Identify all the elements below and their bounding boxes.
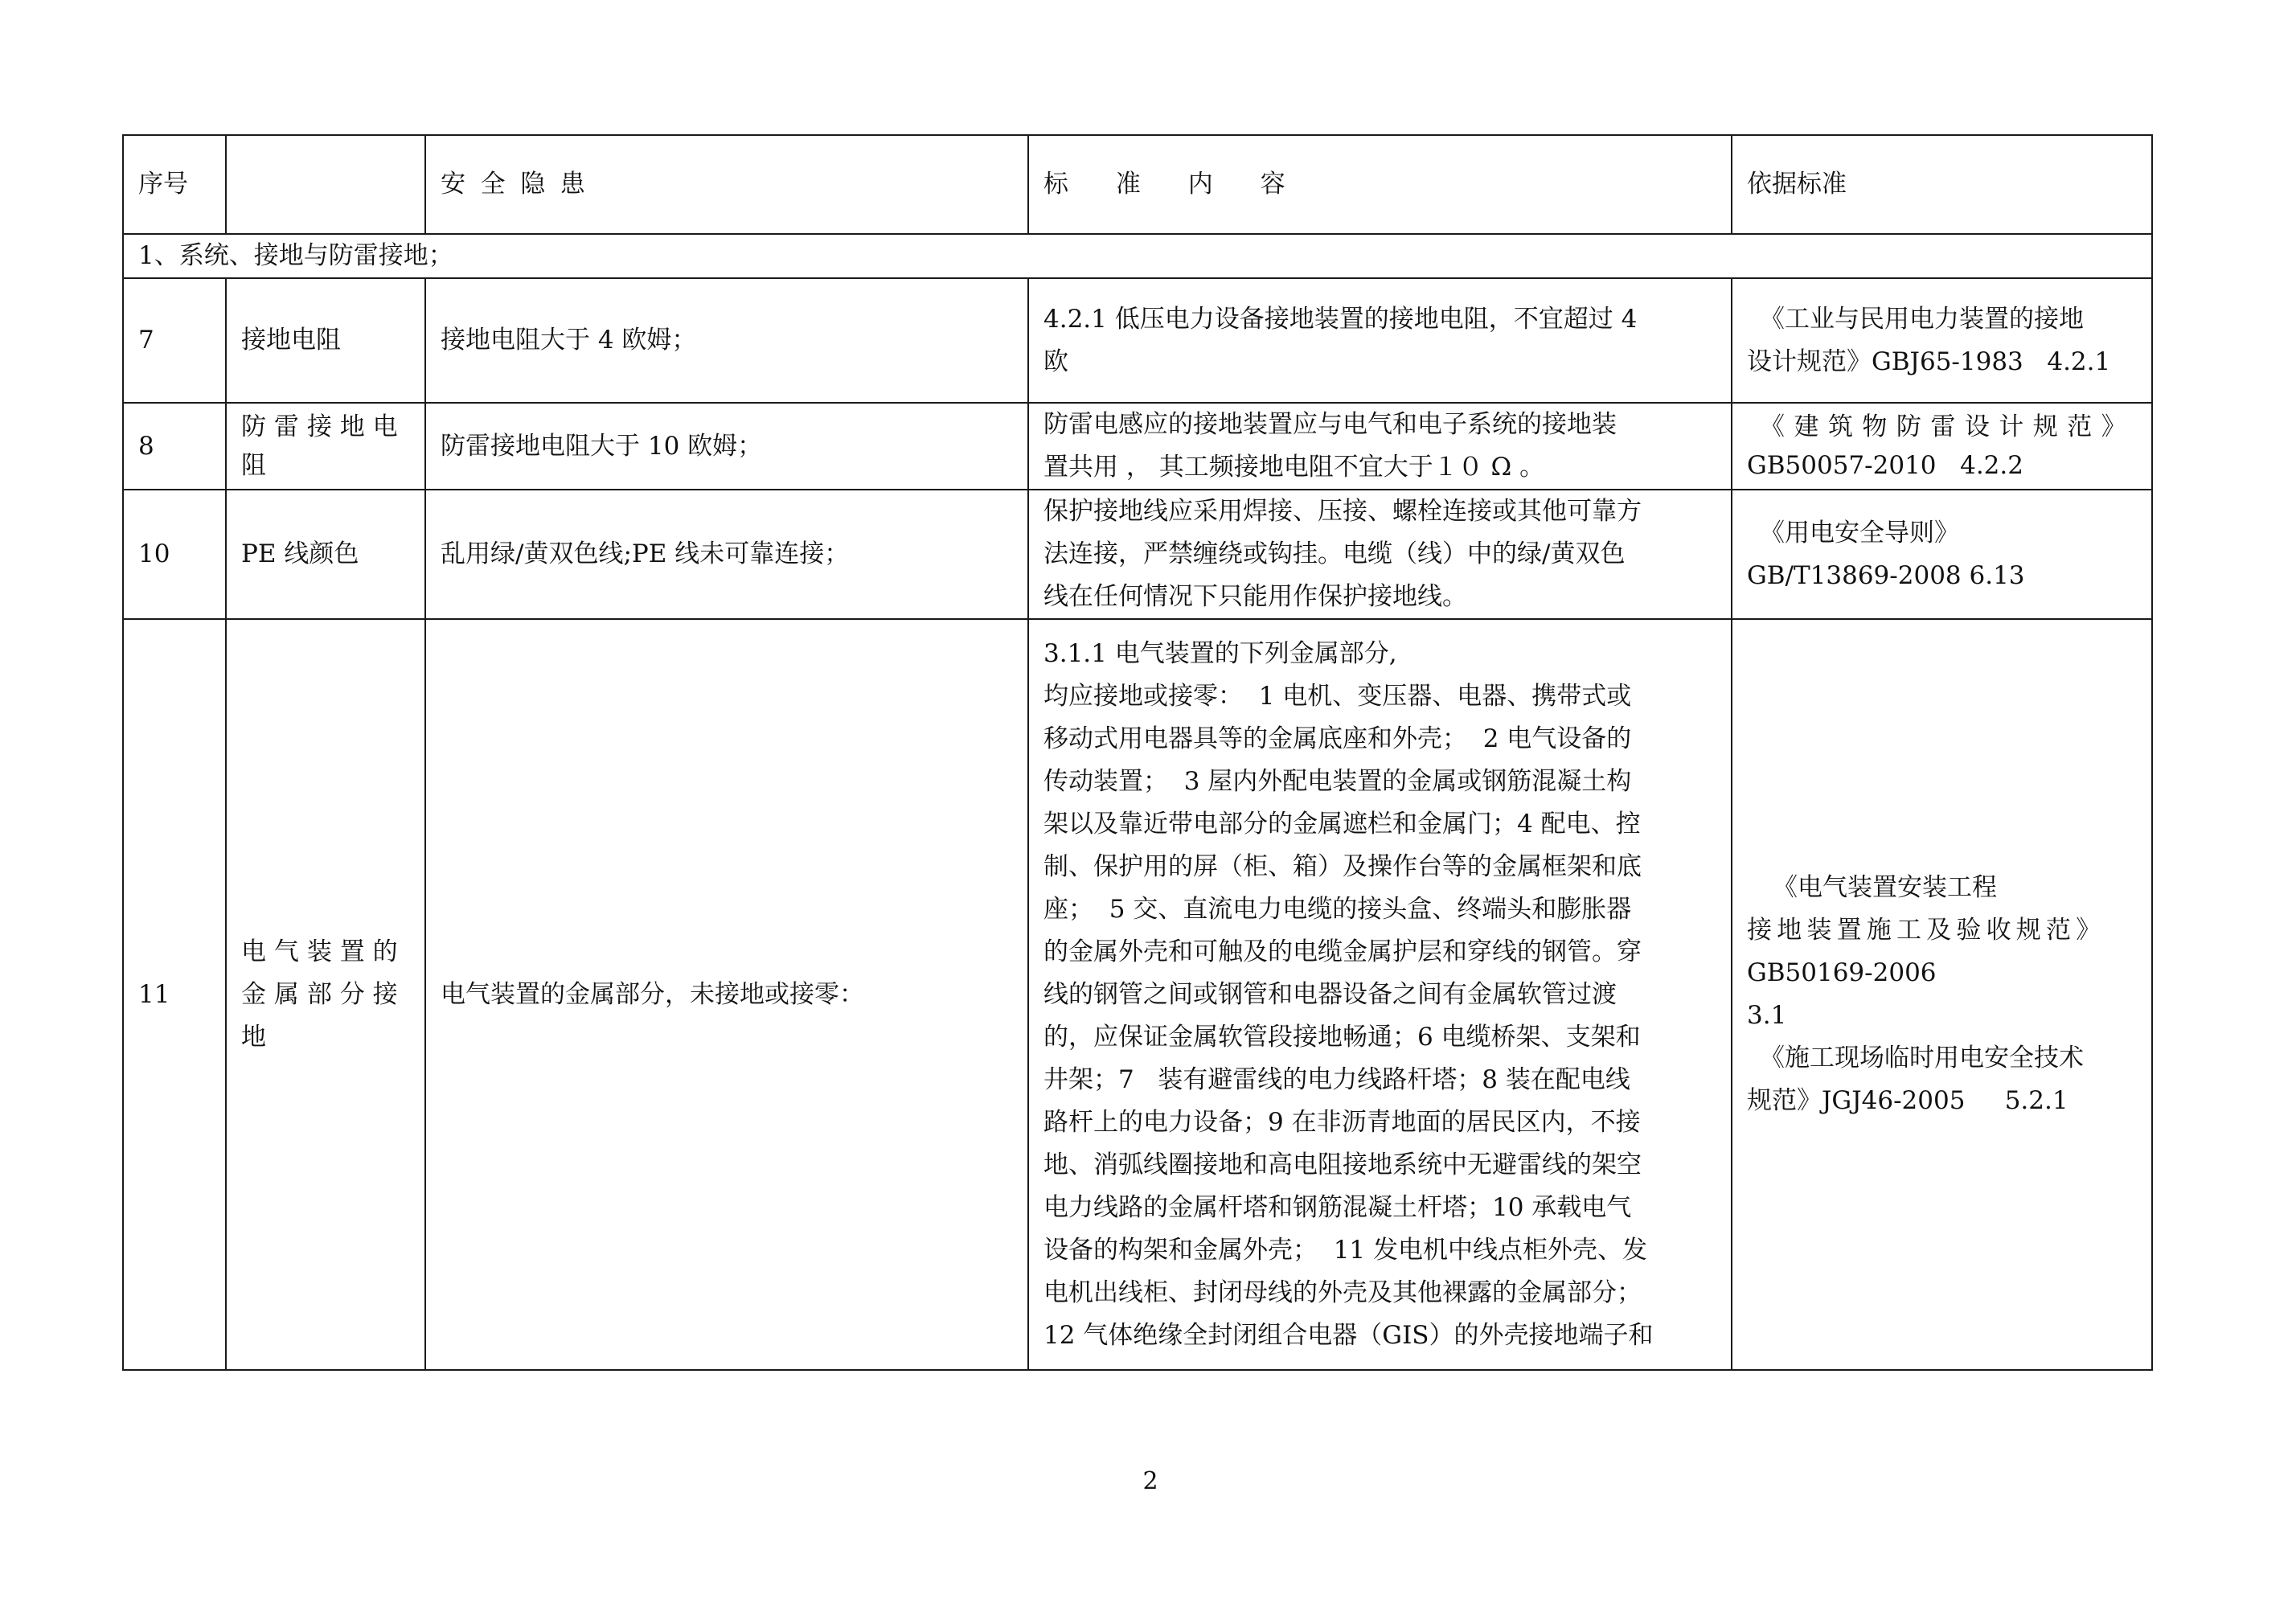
- row-hazard: 接地电阻大于 4 欧姆；: [425, 278, 1028, 403]
- reference-line: 规范》JGJ46-2005 5.2.1: [1747, 1086, 2068, 1115]
- standard-content-line: 防雷电感应的接地装置应与电气和电子系统的接地装: [1043, 410, 1617, 439]
- standard-content-line: 制、保护用的屏（柜、箱）及操作台等的金属框架和底: [1043, 851, 1642, 881]
- item-line: 阻: [241, 451, 266, 480]
- page-number: 2: [1142, 1467, 1158, 1495]
- header-safety-hazard: 安全隐患: [425, 135, 1028, 234]
- item-line: 地: [241, 1022, 266, 1052]
- standard-content-line: 井架；7 装有避雷线的电力线路杆塔；8 装在配电线: [1043, 1064, 1630, 1094]
- row-item: 接地电阻: [226, 278, 425, 403]
- safety-hazard-standards-table: [122, 134, 2153, 1371]
- table-header-row: [123, 135, 2152, 234]
- reference-line: GB50169-2006: [1747, 958, 1937, 987]
- standard-content-line: 3.1.1 电气装置的下列金属部分,: [1043, 638, 1397, 668]
- standard-content-line: 地、消弧线圈接地和高电阻接地系统中无避雷线的架空: [1043, 1150, 1642, 1179]
- table-row: [123, 403, 2152, 490]
- row-reference: [1732, 278, 2152, 403]
- standard-content-line: 架以及靠近带电部分的金属遮栏和金属门；4 配电、控: [1043, 809, 1641, 839]
- standard-content-line: 线的钢管之间或钢管和电器设备之间有金属软管过渡: [1043, 979, 1617, 1009]
- row-reference: [1732, 403, 2152, 490]
- item-line: 电气装置的: [241, 937, 406, 966]
- row-hazard: 电气装置的金属部分，未接地或接零：: [425, 619, 1028, 1370]
- row-hazard: 防雷接地电阻大于 10 欧姆；: [425, 403, 1028, 490]
- standard-content-line: 移动式用电器具等的金属底座和外壳； 2 电气设备的: [1043, 724, 1632, 753]
- item-line: 防雷接地电: [241, 412, 406, 441]
- header-serial-number: 序号: [123, 135, 226, 234]
- section-title: 1、系统、接地与防雷接地；: [123, 234, 2152, 278]
- reference-line: 《工业与民用电力装置的接地: [1760, 304, 2084, 334]
- standard-content-line: 路杆上的电力设备；9 在非沥青地面的居民区内，不接: [1043, 1107, 1641, 1137]
- standard-content-line: 电力线路的金属杆塔和钢筋混凝土杆塔；10 承载电气: [1043, 1192, 1632, 1222]
- reference-line: 《施工现场临时用电安全技术: [1760, 1044, 2084, 1072]
- row-serial-number: 11: [123, 619, 226, 1370]
- standard-content-line: 的金属外壳和可触及的电缆金属护层和穿线的钢管。穿: [1043, 937, 1642, 966]
- reference-line: GB/T13869-2008 6.13: [1747, 560, 2025, 590]
- reference-line: 接地装置施工及验收规范》: [1747, 916, 2106, 945]
- standard-content-line: 座； 5 交、直流电力电缆的接头盒、终端头和膨胀器: [1043, 894, 1632, 924]
- reference-line: 设计规范》GBJ65-1983 4.2.1: [1747, 347, 2111, 376]
- item-line: 金属部分接: [241, 979, 406, 1009]
- reference-line: 《用电安全导则》: [1760, 518, 1959, 547]
- standard-content-line: 电机出线柜、封闭母线的外壳及其他裸露的金属部分；: [1043, 1277, 1642, 1307]
- standard-content-line: 欧: [1043, 347, 1068, 376]
- reference-line: GB50057-2010 4.2.2: [1747, 451, 2023, 480]
- table-row: [123, 490, 2152, 619]
- reference-line: 《建筑物防雷设计规范》: [1760, 412, 2136, 441]
- row-reference: [1732, 490, 2152, 619]
- table-row: [123, 619, 2152, 1370]
- row-item: [226, 403, 425, 490]
- header-standard-content: 标准内容: [1028, 135, 1732, 234]
- row-serial-number: 10: [123, 490, 226, 619]
- row-serial-number: 7: [123, 278, 226, 403]
- standard-content-line: 保护接地线应采用焊接、压接、螺栓连接或其他可靠方: [1043, 497, 1642, 526]
- header-item: [226, 135, 425, 234]
- row-standard-content: [1028, 278, 1732, 403]
- reference-line: 《电气装置安装工程: [1773, 873, 1997, 902]
- section-row: [123, 234, 2152, 278]
- row-hazard: 乱用绿/黄双色线;PE 线未可靠连接；: [425, 490, 1028, 619]
- row-standard-content: [1028, 619, 1732, 1370]
- row-reference: [1732, 619, 2152, 1370]
- table-row: [123, 278, 2152, 403]
- row-standard-content: [1028, 490, 1732, 619]
- standard-content-line: 法连接，严禁缠绕或钩挂。电缆（线）中的绿/黄双色: [1043, 539, 1626, 568]
- header-reference-standard: 依据标准: [1732, 135, 2152, 234]
- standard-content-line: 线在任何情况下只能用作保护接地线。: [1043, 582, 1467, 611]
- standard-content-line: 置共用 ， 其工频接地电阻不宜大于１０ Ω 。: [1043, 453, 1545, 482]
- standard-content-line: 传动装置； 3 屋内外配电装置的金属或钢筋混凝土构: [1043, 766, 1632, 796]
- standard-content-line: 的，应保证金属软管段接地畅通；6 电缆桥架、支架和: [1043, 1022, 1641, 1052]
- standard-content-line: 设备的构架和金属外壳； 11 发电机中线点柜外壳、发: [1043, 1235, 1648, 1265]
- reference-line: 3.1: [1747, 1001, 1787, 1030]
- standard-content-line: 均应接地或接零： 1 电机、变压器、电器、携带式或: [1043, 681, 1632, 711]
- standard-content-line: 4.2.1 低压电力设备接地装置的接地电阻，不宜超过 4: [1043, 304, 1638, 334]
- row-serial-number: 8: [123, 403, 226, 490]
- row-item: [226, 619, 425, 1370]
- row-item: PE 线颜色: [226, 490, 425, 619]
- row-standard-content: [1028, 403, 1732, 490]
- standard-content-line: 12 气体绝缘全封闭组合电器（GIS）的外壳接地端子和: [1043, 1320, 1654, 1350]
